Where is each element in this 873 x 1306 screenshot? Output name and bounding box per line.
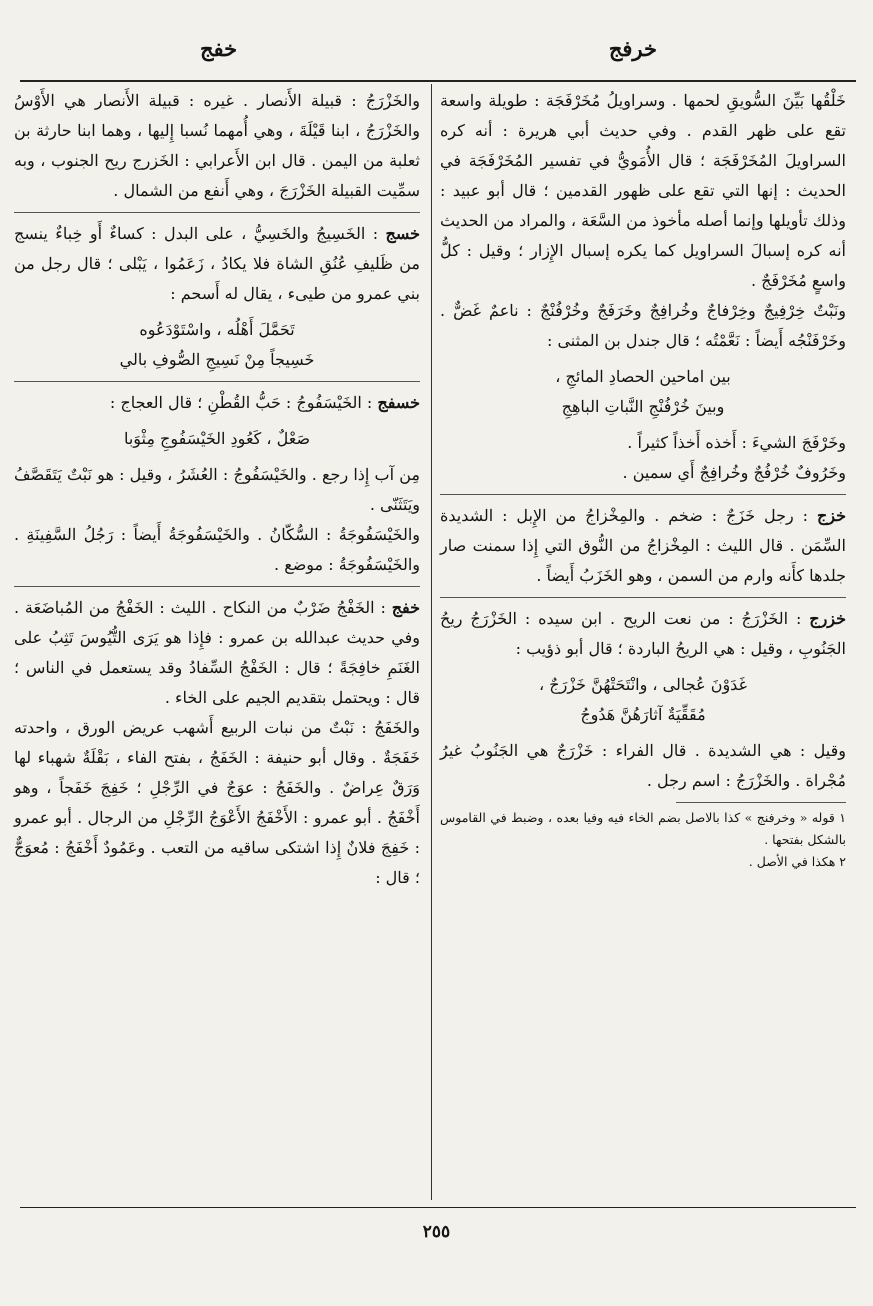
paragraph: وخَرُوفٌ خُرْفُجٌ وخُرافِجٌ أَي سمين . bbox=[622, 463, 846, 482]
entry-khzj: خزج : رجل خَزَجٌ : ضخم . والمِخْزاجُ من الإِبل : الشديدة السِّمَن . قال الليث : المِخْزاجُ من النُّوق التي إِذا سمنت صار جلدها كأَنه وارم من السمن ، وهو الخَزَبُ أَيضاً . bbox=[440, 506, 847, 585]
paragraph: وخَرْفَجَ الشيءَ : أَخذه أَخذاً كثيراً . bbox=[627, 433, 846, 452]
page-number: ٢٥٥ bbox=[422, 1222, 451, 1242]
left-column bbox=[14, 86, 420, 893]
entry-divider bbox=[14, 586, 420, 587]
paragraph: والخَزْرَجُ : قبيلة الأَنصار . غيره : قبيلة الأَنصار هي الأَوْسُ والخَزْرَجُ ، ابنا قَيْلَةَ ، وهي أُمهما نُسبا إِليها ، وهما ابنا حارثة بن ثعلبة من اليمن . قال ابن الأَعرابي : الخَزرج ريح الجنوب ، وبه سمِّيت القبيلة الخَزْرَجَ ، وهي أَنفع من الشمال . bbox=[14, 91, 420, 200]
running-head-right: خرفج bbox=[608, 36, 657, 61]
paragraph: ونَبْتٌ خِرْفِيجٌ وخِرْفاجٌ وخُرافِجٌ وخَرَفَجٌ وخُرْفُنْجٌ : ناعمٌ غَضٌّ . وخَرْفَنْجُه أَيضاً : نَعَّمْتُه ؛ قال جندل بن المثنى : bbox=[440, 301, 846, 350]
entry-divider bbox=[440, 494, 846, 495]
verse-line: صَعْلٌ ، كَعُودِ الخَيْسَفُوجِ مِثْوَبا bbox=[123, 429, 311, 448]
verse-line: غَدَوْنَ عُجالى ، وانْتَحَتْهُنَّ خَزْرَجٌ ، bbox=[539, 675, 747, 694]
entry-khsj: خسج : الخَسِيجُ والخَسِيُّ ، على البدل : كساءٌ أَو خِباءٌ ينسج من ظَليفِ عُنُقِ الشاة فلا يكادُ ، زَعَمُوا ، يَبْلى ؛ قال رجل من بني عمرو من طيىء ، يقال له أَسحم : bbox=[14, 224, 421, 303]
entry-divider bbox=[440, 597, 846, 598]
paragraph: مِن آب إِذا رجع . والخَيْسَفُوجُ : العُشَرُ ، وقيل : هو نَبْتٌ يَتَقَصَّفُ ويَتَثَنّى . bbox=[14, 465, 420, 514]
entry-text: الخَزْرَجُ : من نعت الريح . ابن سيده : الخَزْرَجُ ريحُ الجَنُوبِ ، وقيل : هي الريحُ الباردة ؛ قال أبو ذؤيب : bbox=[440, 609, 846, 658]
entry-text: الخَفْجُ ضَرْبٌ من النكاح . الليث : الخَفْجُ من المُباضَعَة . وفي حديث عبدالله بن عمرو : فإِذا هو يَرَى التُّيُوسَ تَثِبُ على الغَنَمِ خافِجَةً ؛ قال : الخَفْجُ السِّفادُ وقد يستعمل في الناس ؛ قال : ويحتمل بتقديم الجيم على الخاء . bbox=[14, 598, 421, 707]
headword: خزرج bbox=[809, 609, 847, 628]
entry-text: الخَسِيجُ والخَسِيُّ ، على البدل : كساءٌ أَو خِباءٌ ينسج من ظَليفِ عُنُقِ الشاة فلا يكادُ ، زَعَمُوا ، يَبْلى ؛ قال رجل من بني عمرو من طيىء ، يقال له أَسحم : bbox=[14, 224, 420, 303]
entry-khfj: خفج : الخَفْجُ ضَرْبٌ من النكاح . الليث : الخَفْجُ من المُباضَعَة . وفي حديث عبدالله بن عمرو : فإِذا هو يَرَى التُّيُوسَ تَثِبُ على الغَنَمِ خافِجَةً ؛ قال : الخَفْجُ السِّفادُ وقد يستعمل في الناس ؛ قال : ويحتمل بتقديم الجيم على الخاء . bbox=[14, 598, 421, 707]
entry-khzrj: خزرج : الخَزْرَجُ : من نعت الريح . ابن سيده : الخَزْرَجُ ريحُ الجَنُوبِ ، وقيل : هي الريحُ الباردة ؛ قال أبو ذؤيب : bbox=[440, 609, 847, 658]
paragraph: والخَفَجُ : نَبْتٌ من نبات الربيع أَشهب عريض الورق ، واحدته خَفَجَةٌ . وقال أبو حنيفة : الخَفَجُ ، بفتح الفاء ، بَقْلَةٌ شهباء لها وَرَقٌ عِراضٌ . والخَفَجُ : عوَجٌ في الرِّجْلِ ؛ خَفِجَ خَفَجاً ، وهو أَخْفَجُ . أبو عمرو : الأَخْفَجُ الأَعْوَجُ الرِّجْلِ من الرجال . أبو عمرو : خَفِجَ فلانٌ إِذا اشتكى ساقيه من التعب . وعَمُودٌ أَخْفَجُ : مُعوَجٌّ ؛ قال : bbox=[14, 718, 420, 887]
entry-text: الخَيْسَفُوجُ : حَبُّ القُطْنِ ؛ قال العجاج : bbox=[109, 393, 362, 412]
paragraph: خَلْقُها بَيِّنَ السُّويقِ لحمها . وسراويلُ مُخَرْفَجَة : طويلة واسعة تقع على ظهر القدم . وفي حديث أبي هريرة : أنه كره السراويلَ المُخَرْفَجَة ؛ قال الأُمَويُّ في تفسير المُخَرْفَجَة في الحديث : إنها التي تقع على ظهور القدمين ؛ قال أبو عبيد : وذلك تأويلها وإنما أصله مأخوذ من السَّعَة ، والمراد من الحديث أنه كره إسبالَ السراويل كما يكره إسبال الإِزار ؛ وقيل : كلُّ واسعٍ مُخَرْفَجٌ . bbox=[440, 91, 847, 290]
right-column bbox=[440, 86, 846, 873]
verse-line: وبينَ خُرْفُنْجِ النَّباتِ الباهِجِ bbox=[561, 397, 725, 416]
entry-divider bbox=[14, 381, 420, 382]
verse-line: خَسِيجاً مِنْ نَسِيجِ الصُّوفِ بالي bbox=[119, 350, 315, 369]
running-head-left: خفج bbox=[200, 36, 238, 61]
entry-divider bbox=[14, 212, 420, 213]
footnote-rule bbox=[676, 802, 846, 803]
footnote: ١ قوله « وخرفنج » كذا بالاصل بضم الخاء فيه وفيا بعده ، وضبط في القاموس بالشكل بفتحها . bbox=[440, 810, 846, 847]
top-rule bbox=[20, 80, 856, 82]
verse-line: تَحَمَّلَ أَهْلُه ، واسْتَوْدَعُوه bbox=[139, 320, 295, 339]
verse-line: بين اماحين الحصادِ المائجِ ، bbox=[555, 367, 731, 386]
headword: خسج bbox=[385, 224, 421, 243]
paragraph: وقيل : هي الشديدة . قال الفراء : خَزْرَجٌ هي الجَنُوبُ غيرُ مُجْراة . والخَزْرَجُ : اسم رجل . bbox=[440, 741, 846, 790]
headword: خفج bbox=[391, 598, 420, 617]
headword: خزج bbox=[816, 506, 847, 525]
paragraph: والخَيْسَفُوجَةُ : السُّكّانُ . والخَيْسَفُوجَةُ أَيضاً : رَجُلُ السَّفِينَةِ . والخَيْسَفُوجَةُ : موضع . bbox=[14, 525, 420, 574]
column-divider bbox=[431, 84, 432, 1200]
entry-khsfj: خسفج : الخَيْسَفُوجُ : حَبُّ القُطْنِ ؛ قال العجاج : bbox=[109, 393, 420, 412]
verse-line: مُقَقِّيَةٌ آثارَهُنَّ هَدُوجُ bbox=[580, 705, 706, 724]
bottom-rule bbox=[20, 1207, 856, 1208]
entry-text: رجل خَزَجٌ : ضخم . والمِخْزاجُ من الإِبل : الشديدة السِّمَن . قال الليث : المِخْزاجُ من النُّوق التي إِذا سمنت صار جلدها كأَنه وارم من السمن ، وهو الخَزَبُ أَيضاً . bbox=[440, 506, 846, 585]
footnote: ٢ هكذا في الأصل . bbox=[748, 854, 846, 869]
headword: خسفج bbox=[377, 393, 420, 412]
